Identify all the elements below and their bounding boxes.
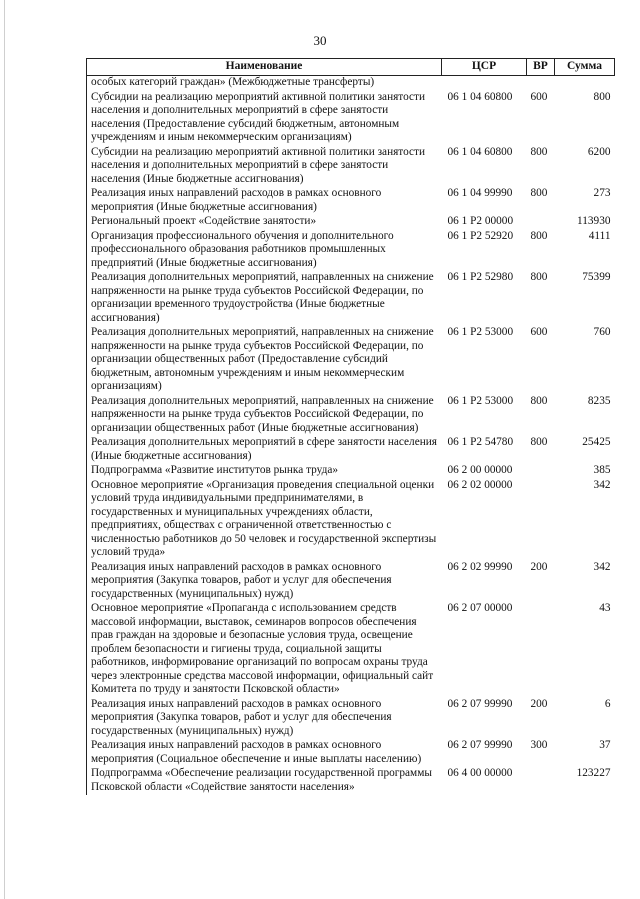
row-csr: 06 1 Р2 54780 — [447, 436, 514, 448]
row-name: Региональный проект «Содействие занятости» — [87, 215, 442, 230]
table-row — [87, 76, 615, 91]
row-csr: 06 2 07 00000 — [447, 602, 513, 614]
row-vr: 800 — [530, 187, 548, 199]
table-row — [87, 215, 615, 230]
table-row — [87, 187, 615, 215]
table-row — [87, 479, 615, 561]
row-sum: 273 — [593, 187, 611, 199]
row-csr: 06 1 04 99990 — [447, 187, 513, 199]
row-csr: 06 1 04 60800 — [447, 90, 513, 103]
row-vr — [527, 464, 555, 479]
row-sum: 123227 — [576, 767, 611, 779]
table-row — [87, 602, 615, 698]
row-name: Реализация дополнительных мероприятий, направленных на снижение напряженности на рынке труда субъектов Российской Федерации, по организации общественных работ (Иные бюджетные ассигнования) — [87, 395, 442, 437]
row-csr: 06 2 02 99990 — [447, 560, 513, 573]
row-csr: 06 4 00 00000 — [447, 767, 513, 779]
row-vr: 800 — [530, 394, 548, 407]
row-csr: 06 2 00 00000 — [447, 464, 513, 476]
row-sum: 113930 — [577, 215, 611, 227]
row-name: Реализация иных направлений расходов в рамках основного мероприятия (Иные бюджетные ассигнования) — [87, 187, 442, 215]
row-csr: 06 1 Р2 52980 — [447, 271, 514, 283]
row-vr: 200 — [530, 560, 548, 573]
table-row — [87, 326, 615, 395]
table-header-row — [87, 59, 615, 76]
row-csr — [442, 76, 527, 91]
row-vr — [527, 767, 555, 795]
row-vr: 800 — [530, 271, 548, 283]
row-sum: 43 — [599, 602, 611, 614]
row-sum: 6 — [604, 697, 611, 710]
row-sum: 342 — [593, 478, 611, 491]
page-number: 30 — [313, 33, 327, 48]
row-name: Реализация иных направлений расходов в рамках основного мероприятия (Социальное обеспечение и иные выплаты населению) — [87, 739, 442, 767]
table-row — [87, 395, 615, 437]
row-sum: 8235 — [587, 394, 611, 407]
row-sum: 37 — [599, 739, 611, 751]
row-name: Реализация иных направлений расходов в рамках основного мероприятия (Закупка товаров, работ и услуг для обеспечения государственных (муниципальных) нужд) — [87, 561, 442, 603]
row-sum: 760 — [593, 326, 611, 338]
row-name: Реализация дополнительных мероприятий, направленных на снижение напряженности на рынке труда субъектов Российской Федерации, по организации временного трудоустройства (Иные бюджетные ассигнования) — [87, 271, 442, 326]
row-vr: 800 — [530, 436, 548, 448]
column-header-vr: ВР — [527, 59, 555, 76]
table-row — [87, 91, 615, 146]
row-vr — [527, 479, 555, 561]
row-name: Субсидии на реализацию мероприятий активной политики занятости населения и дополнительных мероприятий в сфере занятости населения (Предоставление субсидий бюджетным, автономным учреждениям и иным некоммерческим организациям) — [87, 91, 442, 146]
row-name: Реализация дополнительных мероприятий, направленных на снижение напряженности на рынке труда субъектов Российской Федерации, по организации общественных работ (Предоставление субсидий бюджетным, автономным учреждениям и иным некоммерческим организациям) — [87, 326, 442, 395]
row-csr: 06 2 07 99990 — [447, 697, 513, 710]
table-row — [87, 698, 615, 740]
row-name: Основное мероприятие «Пропаганда с использованием средств массовой информации, выставок, семинаров вопросов обеспечения прав граждан на здоровые и безопасные условия труда, освещение проблем безопасности и гигиены труда, социальной защиты работников, информирование организаций по вопросам охраны труда через электронные средства массовой информации, официальный сайт Комитета по труду и занятости Псковской области» — [87, 602, 442, 698]
table-row — [87, 436, 615, 464]
scan-edge-line — [4, 0, 5, 899]
row-vr — [527, 76, 555, 91]
row-csr: 06 1 Р2 53000 — [447, 394, 514, 407]
row-sum: 75399 — [582, 271, 611, 283]
row-csr: 06 1 Р2 00000 — [447, 215, 514, 227]
row-name: Подпрограмма «Развитие институтов рынка труда» — [87, 464, 442, 479]
column-header-csr: ЦСР — [442, 59, 527, 76]
row-csr: 06 1 Р2 53000 — [447, 326, 514, 338]
row-vr: 800 — [530, 229, 548, 242]
row-sum: 25425 — [582, 436, 611, 448]
table-row — [87, 146, 615, 188]
table-row — [87, 230, 615, 272]
row-csr: 06 2 02 00000 — [447, 478, 513, 491]
row-csr: 06 1 Р2 52920 — [447, 229, 514, 242]
row-vr — [527, 602, 555, 698]
table-body — [87, 76, 615, 796]
table-row — [87, 767, 615, 795]
column-header-name: Наименование — [87, 59, 442, 76]
row-vr — [527, 215, 555, 230]
row-sum: 385 — [593, 464, 611, 476]
row-sum: 4111 — [588, 229, 611, 242]
row-vr: 600 — [530, 90, 548, 103]
row-vr: 600 — [530, 326, 548, 338]
row-name: Подпрограмма «Обеспечение реализации государственной программы Псковской области «Содействие занятости населения» — [87, 767, 442, 795]
row-sum — [555, 76, 615, 91]
row-vr: 800 — [530, 145, 548, 158]
row-vr: 200 — [530, 697, 548, 710]
table-row — [87, 464, 615, 479]
table-row — [87, 271, 615, 326]
row-name: Основное мероприятие «Организация проведения специальной оценки условий труда индивидуальными предпринимателями, в государственных и муниципальных учреждениях области, предприятиях, обществах с ограниченной ответственностью с численностью работников до 50 человек и государственной экспертизы условий труда» — [87, 479, 442, 561]
row-sum: 800 — [593, 90, 611, 103]
row-name: Субсидии на реализацию мероприятий активной политики занятости населения и дополнительных мероприятий в сфере занятости населения (Иные бюджетные ассигнования) — [87, 146, 442, 188]
row-name: особых категорий граждан» (Межбюджетные трансферты) — [87, 76, 442, 91]
row-sum: 342 — [593, 560, 611, 573]
row-name: Организация профессионального обучения и дополнительного профессионального образования работников промышленных предприятий (Иные бюджетные ассигнования) — [87, 230, 442, 272]
row-name: Реализация иных направлений расходов в рамках основного мероприятия (Закупка товаров, работ и услуг для обеспечения государственных (муниципальных) нужд) — [87, 698, 442, 740]
row-csr: 06 1 04 60800 — [447, 145, 513, 158]
table-row — [87, 739, 615, 767]
budget-table — [86, 58, 615, 795]
row-name: Реализация дополнительных мероприятий в сфере занятости населения (Иные бюджетные ассигнования) — [87, 436, 442, 464]
table-row — [87, 561, 615, 603]
row-sum: 6200 — [587, 145, 611, 158]
row-vr: 300 — [530, 739, 548, 751]
column-header-sum: Сумма — [555, 59, 615, 76]
row-csr: 06 2 07 99990 — [447, 739, 513, 751]
